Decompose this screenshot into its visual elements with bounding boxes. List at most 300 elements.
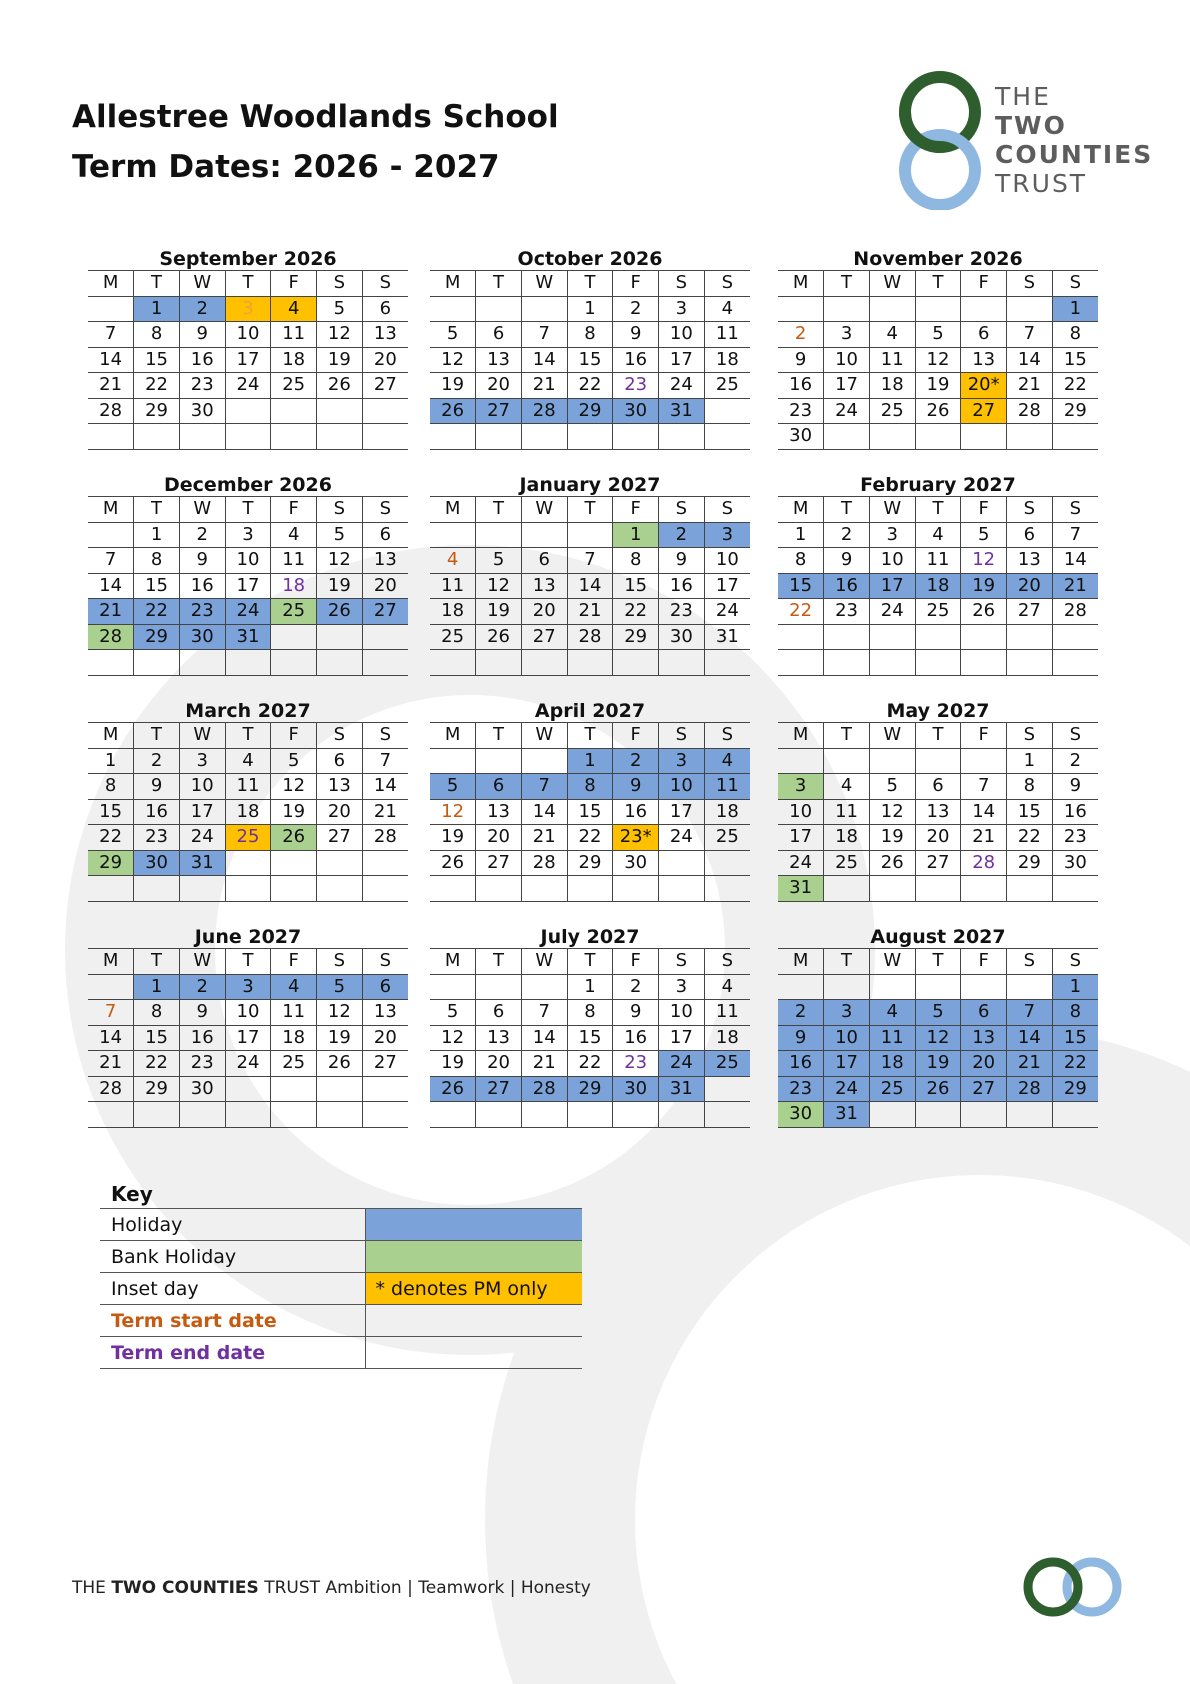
day-cell <box>869 974 915 1000</box>
weekday-header: M <box>778 271 824 297</box>
day-cell: 7 <box>88 1000 134 1026</box>
weekday-header: M <box>430 497 476 523</box>
weekday-header: T <box>915 497 961 523</box>
day-cell: 4 <box>704 748 750 774</box>
day-cell <box>271 1102 317 1128</box>
day-cell: 16 <box>1052 799 1098 825</box>
day-cell: 5 <box>317 974 363 1000</box>
weekday-header: M <box>778 723 824 749</box>
weekday-header: W <box>521 497 567 523</box>
day-cell: 7 <box>961 774 1007 800</box>
key-title: Key <box>111 1182 153 1206</box>
day-cell: 12 <box>317 322 363 348</box>
day-cell: 15 <box>1052 1025 1098 1051</box>
day-cell: 27 <box>362 599 408 625</box>
weekday-header: S <box>362 271 408 297</box>
day-cell: 10 <box>824 1025 870 1051</box>
weekday-header: W <box>179 497 225 523</box>
day-cell: 4 <box>271 522 317 548</box>
key-bank-holiday-label: Bank Holiday <box>100 1241 365 1273</box>
day-cell: 21 <box>521 373 567 399</box>
day-cell: 23 <box>824 599 870 625</box>
day-cell <box>476 296 522 322</box>
week-row <box>778 876 1098 902</box>
day-cell: 24 <box>778 850 824 876</box>
weekday-header: T <box>476 271 522 297</box>
day-cell: 23 <box>134 825 180 851</box>
day-cell: 30 <box>778 1102 824 1128</box>
day-cell: 26 <box>476 624 522 650</box>
weekday-header: W <box>179 271 225 297</box>
day-cell: 28 <box>1007 398 1053 424</box>
day-cell: 27 <box>915 850 961 876</box>
day-cell: 2 <box>613 748 659 774</box>
weekday-header: T <box>567 271 613 297</box>
week-row <box>88 296 408 322</box>
day-cell: 28 <box>88 1076 134 1102</box>
day-cell <box>271 1076 317 1102</box>
weekday-header: S <box>704 723 750 749</box>
day-cell: 7 <box>1007 1000 1053 1026</box>
day-cell <box>179 424 225 450</box>
day-cell: 5 <box>271 748 317 774</box>
day-cell <box>317 624 363 650</box>
day-cell <box>778 974 824 1000</box>
day-cell: 6 <box>317 748 363 774</box>
day-cell <box>824 876 870 902</box>
day-cell: 10 <box>225 548 271 574</box>
day-cell: 12 <box>961 548 1007 574</box>
day-cell <box>134 424 180 450</box>
month-grid <box>430 270 750 450</box>
day-cell: 11 <box>430 573 476 599</box>
day-cell: 2 <box>134 748 180 774</box>
day-cell: 22 <box>134 373 180 399</box>
day-cell <box>362 398 408 424</box>
day-cell: 27 <box>961 1076 1007 1102</box>
day-cell <box>271 424 317 450</box>
day-cell <box>915 1102 961 1128</box>
day-cell <box>869 876 915 902</box>
day-cell: 16 <box>179 347 225 373</box>
weekday-header: S <box>659 271 705 297</box>
footer-text <box>72 1578 591 1598</box>
weekday-header: T <box>567 497 613 523</box>
weekday-header: S <box>317 271 363 297</box>
month-calendar <box>430 700 750 902</box>
day-cell: 14 <box>961 799 1007 825</box>
weekday-header: F <box>271 497 317 523</box>
day-cell: 21 <box>1007 373 1053 399</box>
day-cell: 24 <box>824 1076 870 1102</box>
day-cell: 27 <box>362 373 408 399</box>
day-cell: 31 <box>659 1076 705 1102</box>
day-cell <box>430 1102 476 1128</box>
day-cell: 23 <box>179 599 225 625</box>
day-cell: 29 <box>134 1076 180 1102</box>
day-cell <box>225 424 271 450</box>
day-cell <box>88 296 134 322</box>
day-cell: 5 <box>961 522 1007 548</box>
day-cell: 3 <box>659 748 705 774</box>
day-cell <box>704 424 750 450</box>
month-grid <box>778 948 1098 1128</box>
day-cell: 1 <box>134 974 180 1000</box>
week-row <box>430 650 750 676</box>
day-cell: 20 <box>476 825 522 851</box>
day-cell: 4 <box>271 974 317 1000</box>
day-cell <box>869 748 915 774</box>
weekday-header-row <box>778 723 1098 749</box>
day-cell: 18 <box>271 347 317 373</box>
day-cell: 9 <box>824 548 870 574</box>
day-cell <box>271 624 317 650</box>
weekday-header-row <box>88 271 408 297</box>
day-cell: 14 <box>88 573 134 599</box>
day-cell: 9 <box>1052 774 1098 800</box>
weekday-header: S <box>704 497 750 523</box>
day-cell <box>134 876 180 902</box>
week-row <box>778 774 1098 800</box>
day-cell: 18 <box>915 573 961 599</box>
week-row <box>88 876 408 902</box>
day-cell: 29 <box>1052 1076 1098 1102</box>
day-cell: 23 <box>659 599 705 625</box>
day-cell: 20 <box>961 1051 1007 1077</box>
weekday-header: T <box>824 723 870 749</box>
day-cell: 1 <box>1007 748 1053 774</box>
weekday-header: M <box>778 497 824 523</box>
trust-logo <box>895 70 1155 210</box>
day-cell <box>961 296 1007 322</box>
day-cell <box>915 624 961 650</box>
day-cell: 6 <box>961 1000 1007 1026</box>
day-cell: 19 <box>961 573 1007 599</box>
day-cell: 12 <box>430 347 476 373</box>
weekday-header: T <box>134 271 180 297</box>
key-term-end-label: Term end date <box>100 1337 365 1369</box>
day-cell <box>824 974 870 1000</box>
day-cell: 24 <box>659 1051 705 1077</box>
day-cell: 28 <box>521 398 567 424</box>
day-cell: 8 <box>567 774 613 800</box>
day-cell <box>179 1102 225 1128</box>
day-cell <box>1007 974 1053 1000</box>
weekday-header: W <box>179 949 225 975</box>
day-cell: 13 <box>476 347 522 373</box>
day-cell <box>88 974 134 1000</box>
week-row <box>778 748 1098 774</box>
day-cell: 4 <box>869 322 915 348</box>
day-cell <box>613 876 659 902</box>
day-cell: 22 <box>134 1051 180 1077</box>
day-cell: 22 <box>567 825 613 851</box>
day-cell: 10 <box>179 774 225 800</box>
weekday-header-row <box>778 949 1098 975</box>
day-cell: 25 <box>271 599 317 625</box>
day-cell: 28 <box>961 850 1007 876</box>
month-grid <box>88 948 408 1128</box>
weekday-header: S <box>362 497 408 523</box>
day-cell: 12 <box>430 1025 476 1051</box>
day-cell: 22 <box>1052 373 1098 399</box>
day-cell: 28 <box>362 825 408 851</box>
day-cell <box>521 522 567 548</box>
month-title: April 2027 <box>534 700 646 722</box>
day-cell: 21 <box>961 825 1007 851</box>
day-cell <box>362 876 408 902</box>
weekday-header: T <box>476 497 522 523</box>
week-row <box>430 624 750 650</box>
day-cell: 22 <box>88 825 134 851</box>
day-cell: 1 <box>88 748 134 774</box>
day-cell: 23 <box>179 1051 225 1077</box>
day-cell: 4 <box>915 522 961 548</box>
week-row <box>430 825 750 851</box>
day-cell: 16 <box>613 799 659 825</box>
day-cell: 26 <box>915 398 961 424</box>
week-row <box>778 1076 1098 1102</box>
logo-rings-icon <box>895 70 995 210</box>
day-cell <box>362 624 408 650</box>
week-row <box>88 650 408 676</box>
day-cell: 2 <box>179 974 225 1000</box>
week-row <box>778 599 1098 625</box>
key-holiday-swatch <box>365 1209 582 1241</box>
day-cell: 14 <box>88 1025 134 1051</box>
day-cell: 3 <box>225 522 271 548</box>
weekday-header-row <box>778 271 1098 297</box>
month-calendar <box>430 248 750 450</box>
day-cell <box>961 748 1007 774</box>
day-cell <box>225 1076 271 1102</box>
day-cell <box>567 522 613 548</box>
weekday-header: T <box>476 949 522 975</box>
day-cell: 8 <box>567 322 613 348</box>
day-cell: 31 <box>704 624 750 650</box>
month-calendar <box>88 248 408 450</box>
week-row <box>430 974 750 1000</box>
week-row <box>778 850 1098 876</box>
day-cell <box>317 876 363 902</box>
day-cell: 13 <box>362 322 408 348</box>
day-cell: 23 <box>778 1076 824 1102</box>
day-cell: 7 <box>1052 522 1098 548</box>
day-cell: 24 <box>179 825 225 851</box>
day-cell: 25 <box>271 373 317 399</box>
week-row <box>430 522 750 548</box>
day-cell <box>1007 876 1053 902</box>
day-cell <box>659 850 705 876</box>
week-row <box>778 825 1098 851</box>
key-table <box>100 1208 582 1369</box>
day-cell: 14 <box>521 1025 567 1051</box>
day-cell <box>869 424 915 450</box>
weekday-header: T <box>915 723 961 749</box>
month-title: June 2027 <box>194 926 302 948</box>
day-cell <box>134 650 180 676</box>
day-cell <box>430 974 476 1000</box>
day-cell: 21 <box>521 1051 567 1077</box>
day-cell <box>476 1102 522 1128</box>
day-cell: 4 <box>869 1000 915 1026</box>
day-cell <box>521 1102 567 1128</box>
weekday-header: T <box>567 723 613 749</box>
day-cell: 13 <box>961 1025 1007 1051</box>
day-cell: 20 <box>915 825 961 851</box>
weekday-header: S <box>704 271 750 297</box>
weekday-header: F <box>961 497 1007 523</box>
weekday-header: S <box>1007 723 1053 749</box>
day-cell <box>1007 296 1053 322</box>
month-calendar <box>430 474 750 676</box>
day-cell: 2 <box>824 522 870 548</box>
day-cell: 22 <box>1007 825 1053 851</box>
weekday-header: M <box>778 949 824 975</box>
day-cell: 25 <box>869 1076 915 1102</box>
day-cell: 19 <box>317 347 363 373</box>
week-row <box>430 373 750 399</box>
day-cell <box>915 876 961 902</box>
day-cell: 7 <box>521 1000 567 1026</box>
weekday-header: W <box>521 723 567 749</box>
day-cell: 30 <box>179 1076 225 1102</box>
day-cell <box>1052 424 1098 450</box>
day-cell: 21 <box>88 1051 134 1077</box>
day-cell: 12 <box>317 1000 363 1026</box>
day-cell: 28 <box>521 1076 567 1102</box>
month-title: October 2026 <box>517 248 663 270</box>
key-term-start-label: Term start date <box>100 1305 365 1337</box>
weekday-header: F <box>271 723 317 749</box>
day-cell: 7 <box>1007 322 1053 348</box>
day-cell: 18 <box>869 1051 915 1077</box>
day-cell: 5 <box>430 322 476 348</box>
key-inset-day-label: Inset day <box>100 1273 365 1305</box>
day-cell: 4 <box>704 974 750 1000</box>
month-grid <box>430 722 750 902</box>
day-cell <box>869 296 915 322</box>
day-cell: 5 <box>476 548 522 574</box>
day-cell: 4 <box>824 774 870 800</box>
week-row <box>430 1000 750 1026</box>
day-cell <box>869 624 915 650</box>
week-row <box>778 424 1098 450</box>
day-cell: 23* <box>613 825 659 851</box>
month-grid <box>778 496 1098 676</box>
weekday-header-row <box>430 723 750 749</box>
day-cell <box>824 296 870 322</box>
week-row <box>778 373 1098 399</box>
day-cell: 29 <box>134 624 180 650</box>
day-cell <box>778 296 824 322</box>
week-row <box>88 398 408 424</box>
day-cell: 26 <box>961 599 1007 625</box>
weekday-header: T <box>134 497 180 523</box>
day-cell: 3 <box>778 774 824 800</box>
day-cell <box>88 876 134 902</box>
week-row <box>778 398 1098 424</box>
day-cell: 10 <box>225 1000 271 1026</box>
day-cell: 3 <box>704 522 750 548</box>
footer-trust: TRUST <box>264 1578 321 1598</box>
week-row <box>88 1076 408 1102</box>
day-cell: 8 <box>1007 774 1053 800</box>
week-row <box>430 774 750 800</box>
day-cell: 17 <box>824 373 870 399</box>
legend-key <box>100 1180 582 1369</box>
month-title: July 2027 <box>540 926 640 948</box>
day-cell: 6 <box>362 974 408 1000</box>
day-cell: 2 <box>179 522 225 548</box>
day-cell <box>88 1102 134 1128</box>
day-cell: 2 <box>659 522 705 548</box>
day-cell: 21 <box>1007 1051 1053 1077</box>
day-cell: 13 <box>961 347 1007 373</box>
day-cell <box>659 1102 705 1128</box>
day-cell <box>271 650 317 676</box>
day-cell <box>225 876 271 902</box>
day-cell: 3 <box>869 522 915 548</box>
weekday-header-row <box>88 497 408 523</box>
day-cell: 19 <box>430 825 476 851</box>
day-cell: 6 <box>362 296 408 322</box>
day-cell: 11 <box>869 347 915 373</box>
day-cell: 30 <box>179 398 225 424</box>
week-row <box>430 548 750 574</box>
day-cell <box>961 650 1007 676</box>
day-cell: 13 <box>521 573 567 599</box>
day-cell <box>961 876 1007 902</box>
week-row <box>778 650 1098 676</box>
day-cell: 11 <box>271 1000 317 1026</box>
day-cell <box>271 850 317 876</box>
day-cell: 3 <box>225 974 271 1000</box>
key-term-end-swatch <box>365 1337 582 1369</box>
day-cell: 14 <box>521 347 567 373</box>
week-row <box>88 624 408 650</box>
week-row <box>88 1102 408 1128</box>
day-cell <box>778 650 824 676</box>
day-cell: 17 <box>659 799 705 825</box>
day-cell: 10 <box>869 548 915 574</box>
month-title: November 2026 <box>853 248 1023 270</box>
day-cell: 20 <box>362 573 408 599</box>
day-cell: 17 <box>225 573 271 599</box>
day-cell <box>1052 624 1098 650</box>
week-row <box>430 799 750 825</box>
day-cell: 24 <box>869 599 915 625</box>
weekday-header-row <box>88 949 408 975</box>
day-cell: 28 <box>1007 1076 1053 1102</box>
day-cell: 19 <box>869 825 915 851</box>
weekday-header: F <box>613 949 659 975</box>
week-row <box>430 347 750 373</box>
week-row <box>778 1051 1098 1077</box>
day-cell <box>225 1102 271 1128</box>
weekday-header: F <box>961 723 1007 749</box>
day-cell: 9 <box>613 1000 659 1026</box>
day-cell <box>704 876 750 902</box>
weekday-header: S <box>659 949 705 975</box>
day-cell <box>225 850 271 876</box>
day-cell: 18 <box>430 599 476 625</box>
day-cell: 20 <box>476 373 522 399</box>
day-cell <box>567 1102 613 1128</box>
day-cell: 26 <box>430 1076 476 1102</box>
day-cell: 10 <box>659 322 705 348</box>
day-cell: 20 <box>317 799 363 825</box>
